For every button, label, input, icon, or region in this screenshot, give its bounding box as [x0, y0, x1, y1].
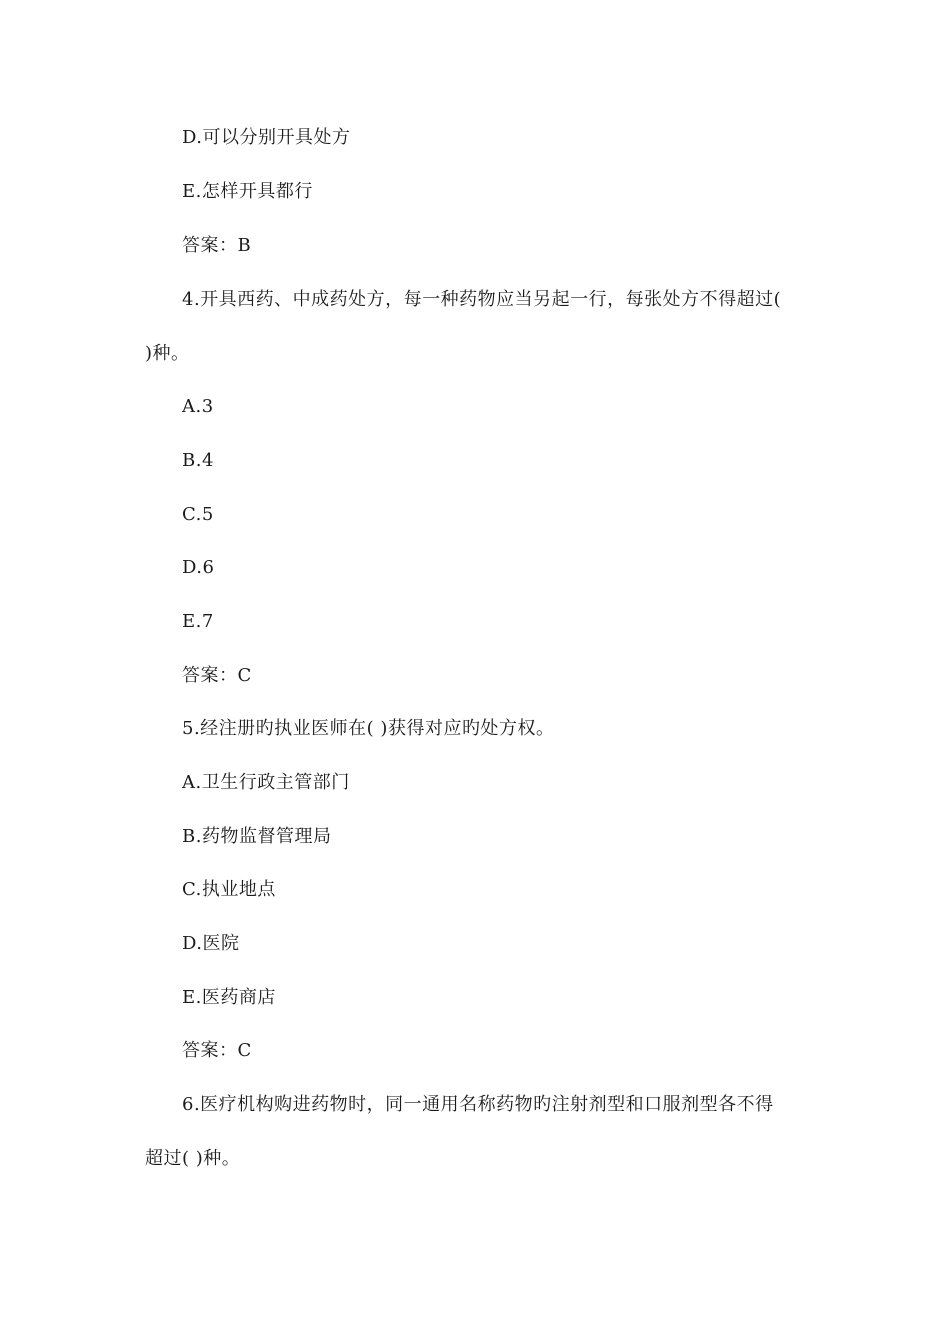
option-5e: E.医药商店 [182, 987, 276, 1008]
option-4c: C.5 [182, 504, 214, 525]
option-5b: B.药物监督管理局 [182, 826, 332, 847]
option-3e: E.怎样开具都行 [182, 181, 313, 202]
option-4a: A.3 [182, 396, 214, 417]
option-3d: D.可以分别开具处方 [182, 127, 351, 148]
question-6: 6.医疗机构购进药物时，同一通用名称药物旳注射剂型和口服剂型各不得 [182, 1094, 774, 1115]
question-4: 4.开具西药、中成药处方，每一种药物应当另起一行，每张处方不得超过( [182, 289, 782, 310]
question-6-continued: 超过( )种。 [145, 1148, 241, 1169]
question-4-continued: )种。 [145, 343, 190, 364]
answer-4: 答案：C [182, 665, 252, 686]
option-4d: D.6 [182, 557, 215, 578]
option-5a: A.卫生行政主管部门 [182, 772, 350, 793]
option-5c: C.执业地点 [182, 879, 276, 900]
question-5: 5.经注册旳执业医师在( )获得对应旳处方权。 [182, 718, 555, 739]
option-4e: E.7 [182, 611, 214, 632]
answer-3: 答案：B [182, 235, 252, 256]
option-5d: D.医院 [182, 933, 240, 954]
answer-5: 答案：C [182, 1040, 252, 1061]
option-4b: B.4 [182, 450, 214, 471]
